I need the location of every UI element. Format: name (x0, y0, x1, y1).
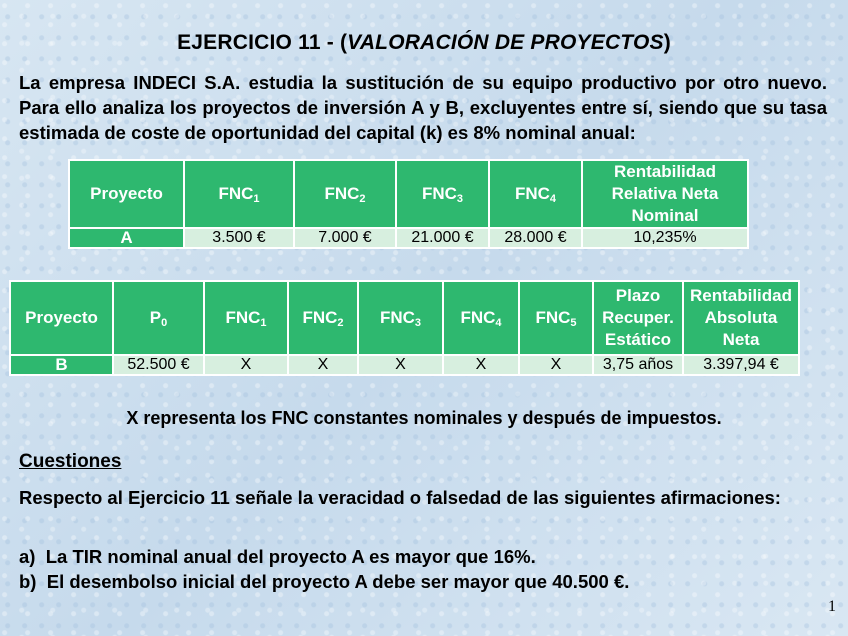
header-fnc3: $FNC_3$ (359, 282, 442, 354)
project-b-table (9, 280, 800, 376)
header-fnc4: $FNC_4$ (444, 282, 518, 354)
header-plazo: Plazo Recuper. Estático (594, 282, 682, 354)
cell-fnc4: X (444, 356, 518, 374)
item-text: La TIR nominal anual del proyecto A es mayor que 16%. (45, 546, 536, 567)
cell-fnc2: 7.000 € (295, 229, 395, 247)
header-proyecto: Proyecto (70, 161, 183, 227)
cell-rentabilidad: 10,235% (583, 229, 747, 247)
header-fnc1: $FNC_1$ (205, 282, 287, 354)
row-label-b: B (11, 356, 112, 374)
table-header-row (11, 282, 798, 354)
list-item (19, 544, 629, 569)
list-item (19, 569, 629, 594)
cell-fnc3: 21.000 € (397, 229, 488, 247)
question-intro: Respecto al Ejercicio 11 señale la veracidad o falsedad de las siguientes afirmaciones: (19, 487, 781, 508)
cell-fnc3: X (359, 356, 442, 374)
title-main: EJERCICIO 11 - (177, 31, 340, 54)
item-marker: a) (19, 546, 36, 567)
table-header-row (70, 161, 747, 227)
cell-fnc2: X (289, 356, 357, 374)
header-fnc4: $FNC_4$ (490, 161, 581, 227)
header-rentabilidad: Rentabilidad Absoluta Neta (684, 282, 798, 354)
title-open-paren: ( (339, 31, 348, 54)
header-fnc2: $FNC_2$ (295, 161, 395, 227)
header-fnc5: $FNC_5$ (520, 282, 592, 354)
project-a-table (68, 159, 749, 249)
title-close-paren: ) (663, 31, 671, 54)
header-proyecto: Proyecto (11, 282, 112, 354)
section-heading-cuestiones: Cuestiones (19, 451, 122, 472)
table-row (11, 356, 798, 374)
header-rentabilidad: Rentabilidad Relativa Neta Nominal (583, 161, 747, 227)
cell-p0: 52.500 € (114, 356, 203, 374)
question-list (19, 544, 629, 594)
table-row (70, 229, 747, 247)
page-number: 1 (828, 598, 836, 615)
header-fnc2: $FNC_2$ (289, 282, 357, 354)
cell-fnc1: 3.500 € (185, 229, 293, 247)
page-title (0, 31, 848, 55)
row-label-a: A (70, 229, 183, 247)
item-text: El desembolso inicial del proyecto A debe ser mayor que 40.500 €. (46, 571, 630, 592)
cell-fnc1: X (205, 356, 287, 374)
intro-paragraph: La empresa INDECI S.A. estudia la sustitución de su equipo productivo por otro nuevo. Para ello analiza los proyectos de inversión A y B, excluyentes entre sí, siendo que su tasa estimada de coste de oportunidad del capital (k) es 8% nominal anual: (19, 72, 827, 143)
item-marker: b) (19, 571, 37, 592)
cell-fnc4: 28.000 € (490, 229, 581, 247)
note-text: X representa los FNC constantes nominales y después de impuestos. (126, 408, 722, 428)
header-fnc1: $FNC_1$ (185, 161, 293, 227)
header-fnc3: $FNC_3$ (397, 161, 488, 227)
cell-plazo: 3,75 años (594, 356, 682, 374)
cell-rentabilidad: 3.397,94 € (684, 356, 798, 374)
header-p0: $P_0$ (114, 282, 203, 354)
cell-fnc5: X (520, 356, 592, 374)
title-italic: VALORACIÓN DE PROYECTOS (347, 31, 664, 54)
